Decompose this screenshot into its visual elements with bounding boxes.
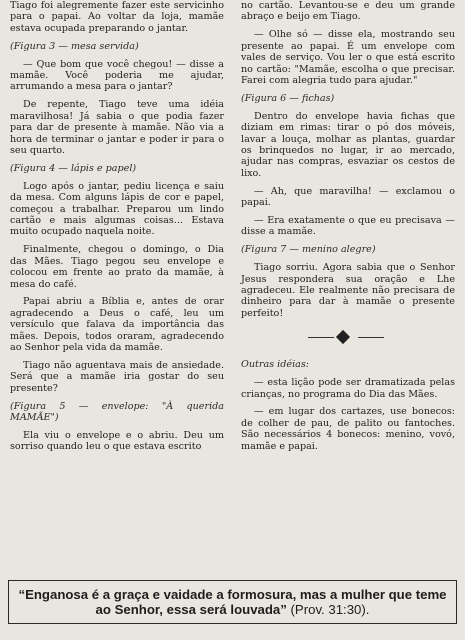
paragraph: — Ah, que maravilha! — exclamou o papai. — [241, 185, 455, 209]
paragraph: — em lugar dos cartazes, use bonecos: de colher de pau, de palito ou fantoches. São necessários 4 bonecos: menino, vovó, mamãe e papai. — [241, 406, 455, 452]
paragraph: Papai abriu a Bíblia e, antes de orar agradecendo a Deus o café, leu um versículo que falava da importância das mães. Depois, todos oraram, agradecendo ao Senhor pela vida da mamãe. — [10, 296, 224, 354]
paragraph: Tiago foi alegremente fazer este servicinho para o papai. Ao voltar da loja, mamãe estava ocupada preparando o jantar. — [10, 0, 224, 34]
diamond-ornament-icon — [336, 330, 350, 344]
section-divider — [241, 329, 455, 345]
paragraph: Ela viu o envelope e o abriu. Deu um sorriso quando leu o que estava escrito — [10, 430, 224, 453]
figure-cue: (Figura 3 — mesa servida) — [10, 40, 139, 52]
figure-cue: (Figura 5 — envelope: "À querida MAMÃE") — [10, 400, 224, 424]
paragraph: Dentro do envelope havia fichas que diziam em rimas: tirar o pó dos móveis, lavar a louça, molhar as plantas, guardar os brinquedos no lugar, ir ao mercado, ajudar nas compras, esvaziar os cestos de lixo. — [241, 110, 455, 179]
figure-cue: (Figura 6 — fichas) — [241, 92, 335, 104]
bible-verse-text: “Enganosa é a graça e vaidade a formosura, mas a mulher que teme ao Senhor, essa será louvada” — [18, 587, 447, 617]
paragraph: — Era exatamente o que eu precisava — disse a mamãe. — [241, 215, 455, 238]
paragraph: Logo após o jantar, pediu licença e saiu da mesa. Com alguns lápis de cor e papel, começou a trabalhar. Preparou um lindo cartão e mais algumas coisas... Estava muito ocupado naquela noite. — [10, 180, 224, 238]
paragraph: — Olhe só — disse ela, mostrando seu presente ao papai. É um envelope com vales de serviço. Vou ler o que está escrito no cartão: "Mamãe, escolha o que precisar. Farei com alegria tudo para ajudar." — [241, 29, 455, 86]
figure-cue: (Figura 4 — lápis e papel) — [10, 162, 137, 174]
bible-verse-reference: (Prov. 31:30). — [290, 602, 370, 617]
paragraph: De repente, Tiago teve uma idéia maravilhosa! Já sabia o que podia fazer para dar de presente à mamãe. Não via a hora de terminar o jantar e poder ir para o seu quarto. — [10, 99, 224, 156]
paragraph: Tiago não aguentava mais de ansiedade. Será que a mamãe iria gostar do seu presente? — [10, 359, 224, 394]
paragraph: — Que bom que você chegou! — disse a mamãe. Você poderia me ajudar, arrumando a mesa para o jantar? — [10, 58, 224, 93]
bible-verse-box — [8, 580, 457, 624]
left-column — [10, 0, 224, 459]
paragraph: — esta lição pode ser dramatizada pelas crianças, no programa do Dia das Mães. — [241, 377, 455, 400]
figure-cue: (Figura 7 — menino alegre) — [241, 244, 376, 256]
right-column — [241, 0, 455, 459]
paragraph: Finalmente, chegou o domingo, o Dia das Mães. Tiago pegou seu envelope e colocou em frente ao prato da mamãe, à mesa do café. — [10, 244, 224, 290]
paragraph: Tiago sorriu. Agora sabia que o Senhor Jesus respondera sua oração e Lhe agradeceu. Ele realmente não precisara de dinheiro para dar à mamãe o presente perfeito! — [241, 262, 455, 319]
figure-cue: Outras idéias: — [241, 359, 310, 371]
paragraph: no cartão. Levantou-se e deu um grande abraço e beijo em Tiago. — [241, 0, 455, 23]
